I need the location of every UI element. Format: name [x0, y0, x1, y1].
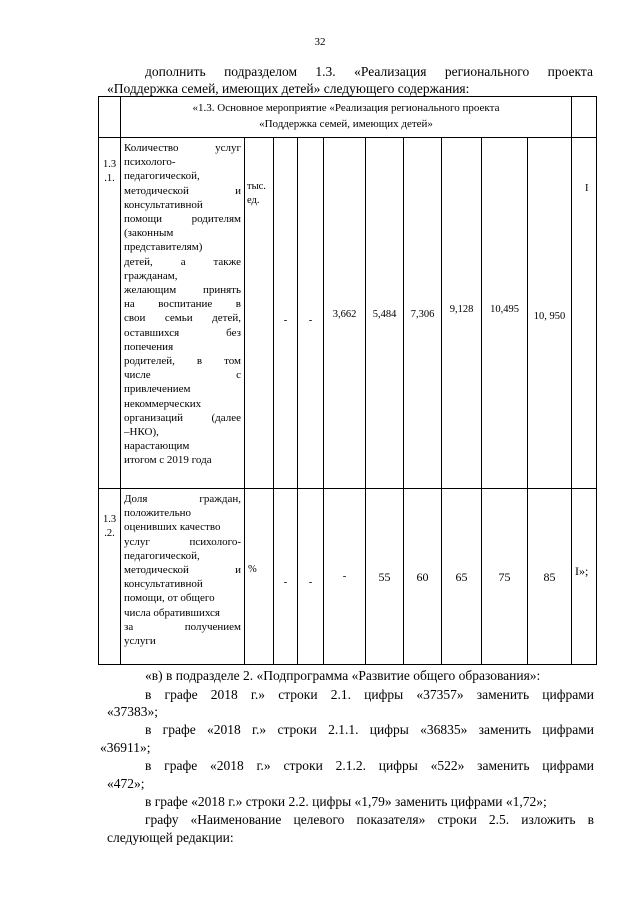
row-end-mark: I»; [575, 564, 589, 578]
value-cell: 55 [378, 570, 391, 584]
value-cell: - [283, 577, 288, 588]
indicator-name: Доля граждан, положительно оценивших качество услуг психолого- педагогической, методической и консультативной помощи, от общего числа обратившихся за получением услуги [124, 493, 241, 648]
row-number-line-2: .2. [104, 528, 115, 539]
intro-line-2: «Поддержка семей, имеющих детей» следующего содержания: [107, 81, 470, 96]
value-cell: - [342, 571, 347, 582]
value-cell: 9,128 [449, 304, 474, 315]
section-header-line-2: «Поддержка семей, имеющих детей» [259, 118, 433, 130]
intro-line-1: дополнить подразделом 1.3. «Реализация регионального проекта [145, 64, 593, 79]
indicator-name: Количество услуг психолого- педагогической, методической и консультативной помощи родителям (законным представителям) детей, а также гражданам, желающим принять на воспитание в свои семьи детей, оставшихся без попечения родителей, в том числе с привлечением некоммерческих организаций (далее –НКО), нарастающим итогом с 2019 года [124, 142, 241, 467]
value-cell: - [308, 577, 313, 588]
value-cell: 7,306 [410, 309, 435, 320]
value-cell: 65 [455, 570, 468, 584]
paragraph-line: следующей редакции: [107, 830, 234, 845]
value-cell: 3,662 [332, 309, 357, 320]
value-cell: 75 [498, 570, 511, 584]
value-cell: - [283, 315, 288, 326]
paragraph-line: графу «Наименование целевого показателя» строки 2.5. изложить в [145, 812, 594, 827]
paragraph-line: в графе 2018 г.» строки 2.1. цифры «37357» заменить цифрами [145, 687, 594, 702]
row-end-mark: I [585, 183, 589, 194]
paragraph-line: в графе «2018 г.» строки 2.1.1. цифры «36835» заменить цифрами [145, 722, 594, 737]
unit-cell: % [248, 564, 257, 575]
unit-line-1: тыс. [247, 181, 266, 192]
value-cell: 85 [543, 570, 556, 584]
paragraph-line: «472»; [107, 776, 145, 791]
row-number-line-1: 1.3 [102, 159, 117, 170]
value-cell: 10,495 [490, 304, 519, 315]
paragraph-line: «36911»; [100, 740, 151, 755]
value-cell: - [308, 315, 313, 326]
value-cell: 10, 950 [533, 311, 566, 322]
row-number-line-2: .1. [104, 173, 115, 184]
section-header-line-1: «1.3. Основное мероприятие «Реализация регионального проекта [192, 102, 500, 114]
value-cell: 60 [416, 570, 429, 584]
unit-line-2: ед. [247, 195, 260, 206]
paragraph-line: «в) в подразделе 2. «Подпрограмма «Развитие общего образования»: [145, 668, 541, 683]
value-cell: 5,484 [372, 309, 397, 320]
page-number: 32 [314, 36, 326, 48]
row-number-line-1: 1.3 [102, 514, 117, 525]
paragraph-line: в графе «2018 г.» строки 2.2. цифры «1,79» заменить цифрами «1,72»; [145, 794, 547, 809]
paragraph-line: в графе «2018 г.» строки 2.1.2. цифры «522» заменить цифрами [145, 758, 594, 773]
paragraph-line: «37383»; [107, 704, 159, 719]
